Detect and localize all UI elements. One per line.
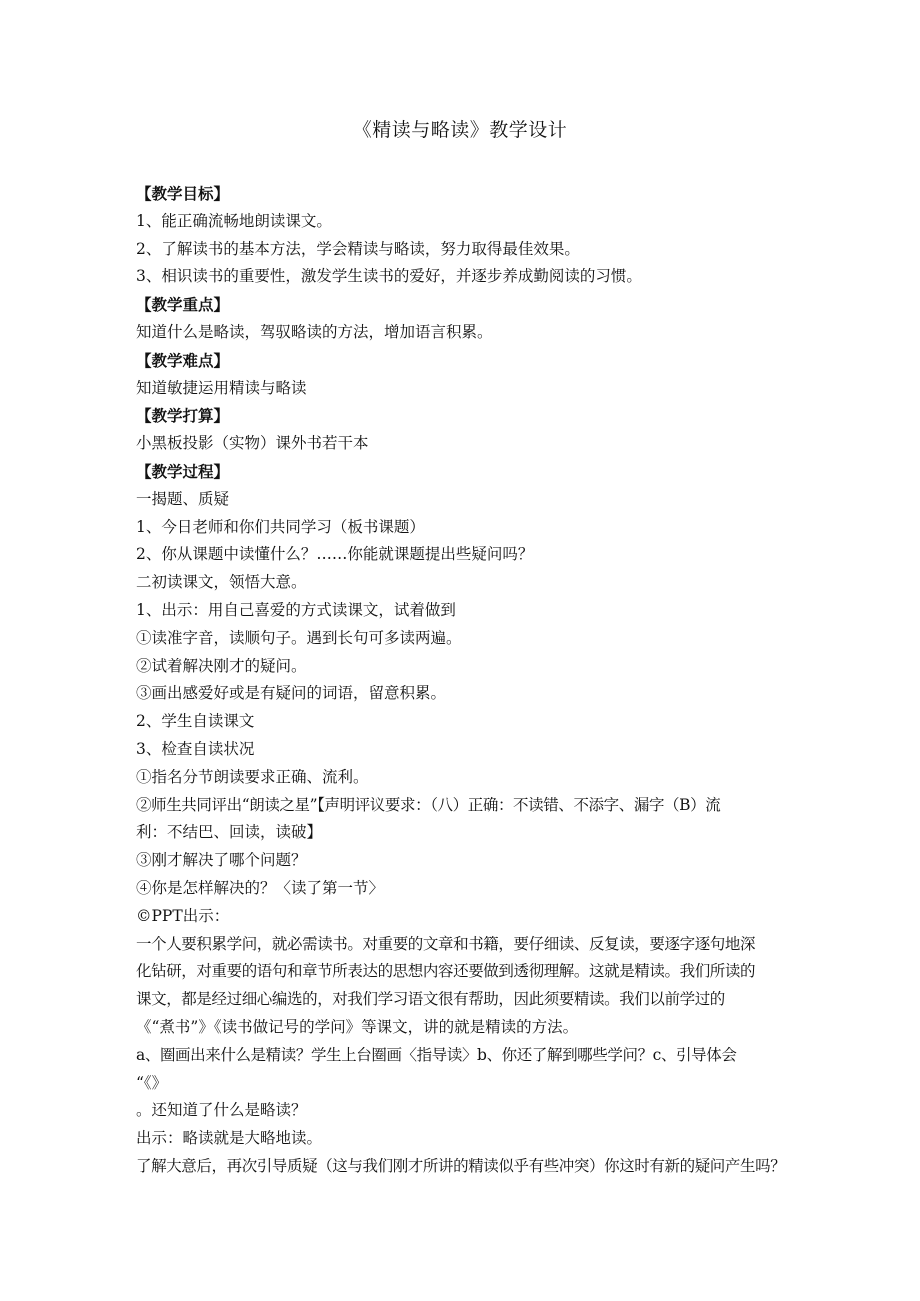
- process-step-2-heading: 二初读课文，领悟大意。: [136, 573, 307, 592]
- paragraph-line-2: 化钻研，对重要的语句和章节所表达的思想内容还要做到透彻理解。这就是精读。我们所读的: [136, 962, 756, 981]
- process-step-1-heading: 一揭题、质疑: [136, 489, 230, 508]
- section-heading-difficulties: 【教学难点】: [136, 350, 230, 370]
- sub-item-2: ②试着解决刚才的疑问。: [136, 656, 307, 675]
- section-heading-key-points: 【教学重点】: [136, 295, 230, 315]
- activity-line: a、圈画出来什么是精读？学生上台圈画〈指导读〉b、你还了解到哪些学问？c、引导体会: [136, 1045, 737, 1064]
- final-question-line: 了解大意后，再次引导质疑（这与我们刚才所讲的精读似乎有些冲突）你这时有新的疑问产生吗？: [136, 1156, 786, 1175]
- ppt-label: ©PPT出示：: [136, 906, 230, 925]
- quote-mark-line: “《》: [136, 1073, 168, 1092]
- process-step-2-item-2: 2、学生自读课文: [136, 712, 255, 731]
- check-item-1: ①指名分节朗读要求正确、流利。: [136, 767, 369, 786]
- paragraph-line-3: 课文，都是经过细心编选的，对我们学习语文很有帮助，因此须要精读。我们以前学过的: [136, 990, 725, 1009]
- sub-item-1: ①读准字音，读顺句子。遇到长句可多读两遍。: [136, 628, 462, 647]
- paragraph-line-4: 《“煮书”》《读书做记号的学问》等课文，讲的就是精读的方法。: [136, 1017, 579, 1036]
- objective-1: 1、能正确流畅地朗读课文。: [136, 211, 332, 230]
- check-item-2-continued: 利：不结巴、回读，读破】: [136, 823, 323, 842]
- process-step-2-item-3: 3、检查自读状况: [136, 739, 255, 758]
- sub-item-3: ③画出感爱好或是有疑问的词语，留意积累。: [136, 684, 447, 703]
- key-point-text: 知道什么是略读，驾驭略读的方法，增加语言积累。: [136, 322, 493, 341]
- section-heading-process: 【教学过程】: [136, 461, 230, 481]
- process-step-1-item-2: 2、你从课题中读懂什么？……你能就课题提出些疑问吗？: [136, 545, 534, 564]
- check-item-2: ②师生共同评出“朗读之星”【声明评议要求：（八）正确：不读错、不添字、漏字（B）流: [136, 795, 721, 814]
- document-body: [136, 180, 796, 1181]
- objective-3: 3、相识读书的重要性，激发学生读书的爱好，并逐步养成勤阅读的习惯。: [136, 267, 642, 286]
- section-heading-preparation: 【教学打算】: [136, 406, 230, 426]
- document-title: 《精读与略读》教学设计: [352, 119, 568, 141]
- process-step-1-item-1: 1、今日老师和你们共同学习（板书课题）: [136, 517, 425, 536]
- check-item-3: ③刚才解决了哪个问题？: [136, 851, 307, 870]
- skim-question-line: 。还知道了什么是略读？: [136, 1101, 307, 1120]
- paragraph-line-1: 一个人要积累学问，就必需读书。对重要的文章和书籍，要仔细读、反复读，要逐字逐句地深: [136, 934, 756, 953]
- objective-2: 2、了解读书的基本方法，学会精读与略读，努力取得最佳效果。: [136, 239, 580, 258]
- section-heading-objectives: 【教学目标】: [136, 184, 230, 203]
- preparation-text: 小黑板投影（实物）课外书若干本: [136, 434, 369, 453]
- difficulty-text: 知道敏捷运用精读与略读: [136, 378, 307, 397]
- process-step-2-item-1: 1、出示：用自己喜爱的方式读课文，试着做到: [136, 600, 456, 619]
- skim-definition-line: 出示：略读就是大略地读。: [136, 1129, 323, 1148]
- check-item-4: ④你是怎样解决的？〈读了第一节〉: [136, 878, 385, 897]
